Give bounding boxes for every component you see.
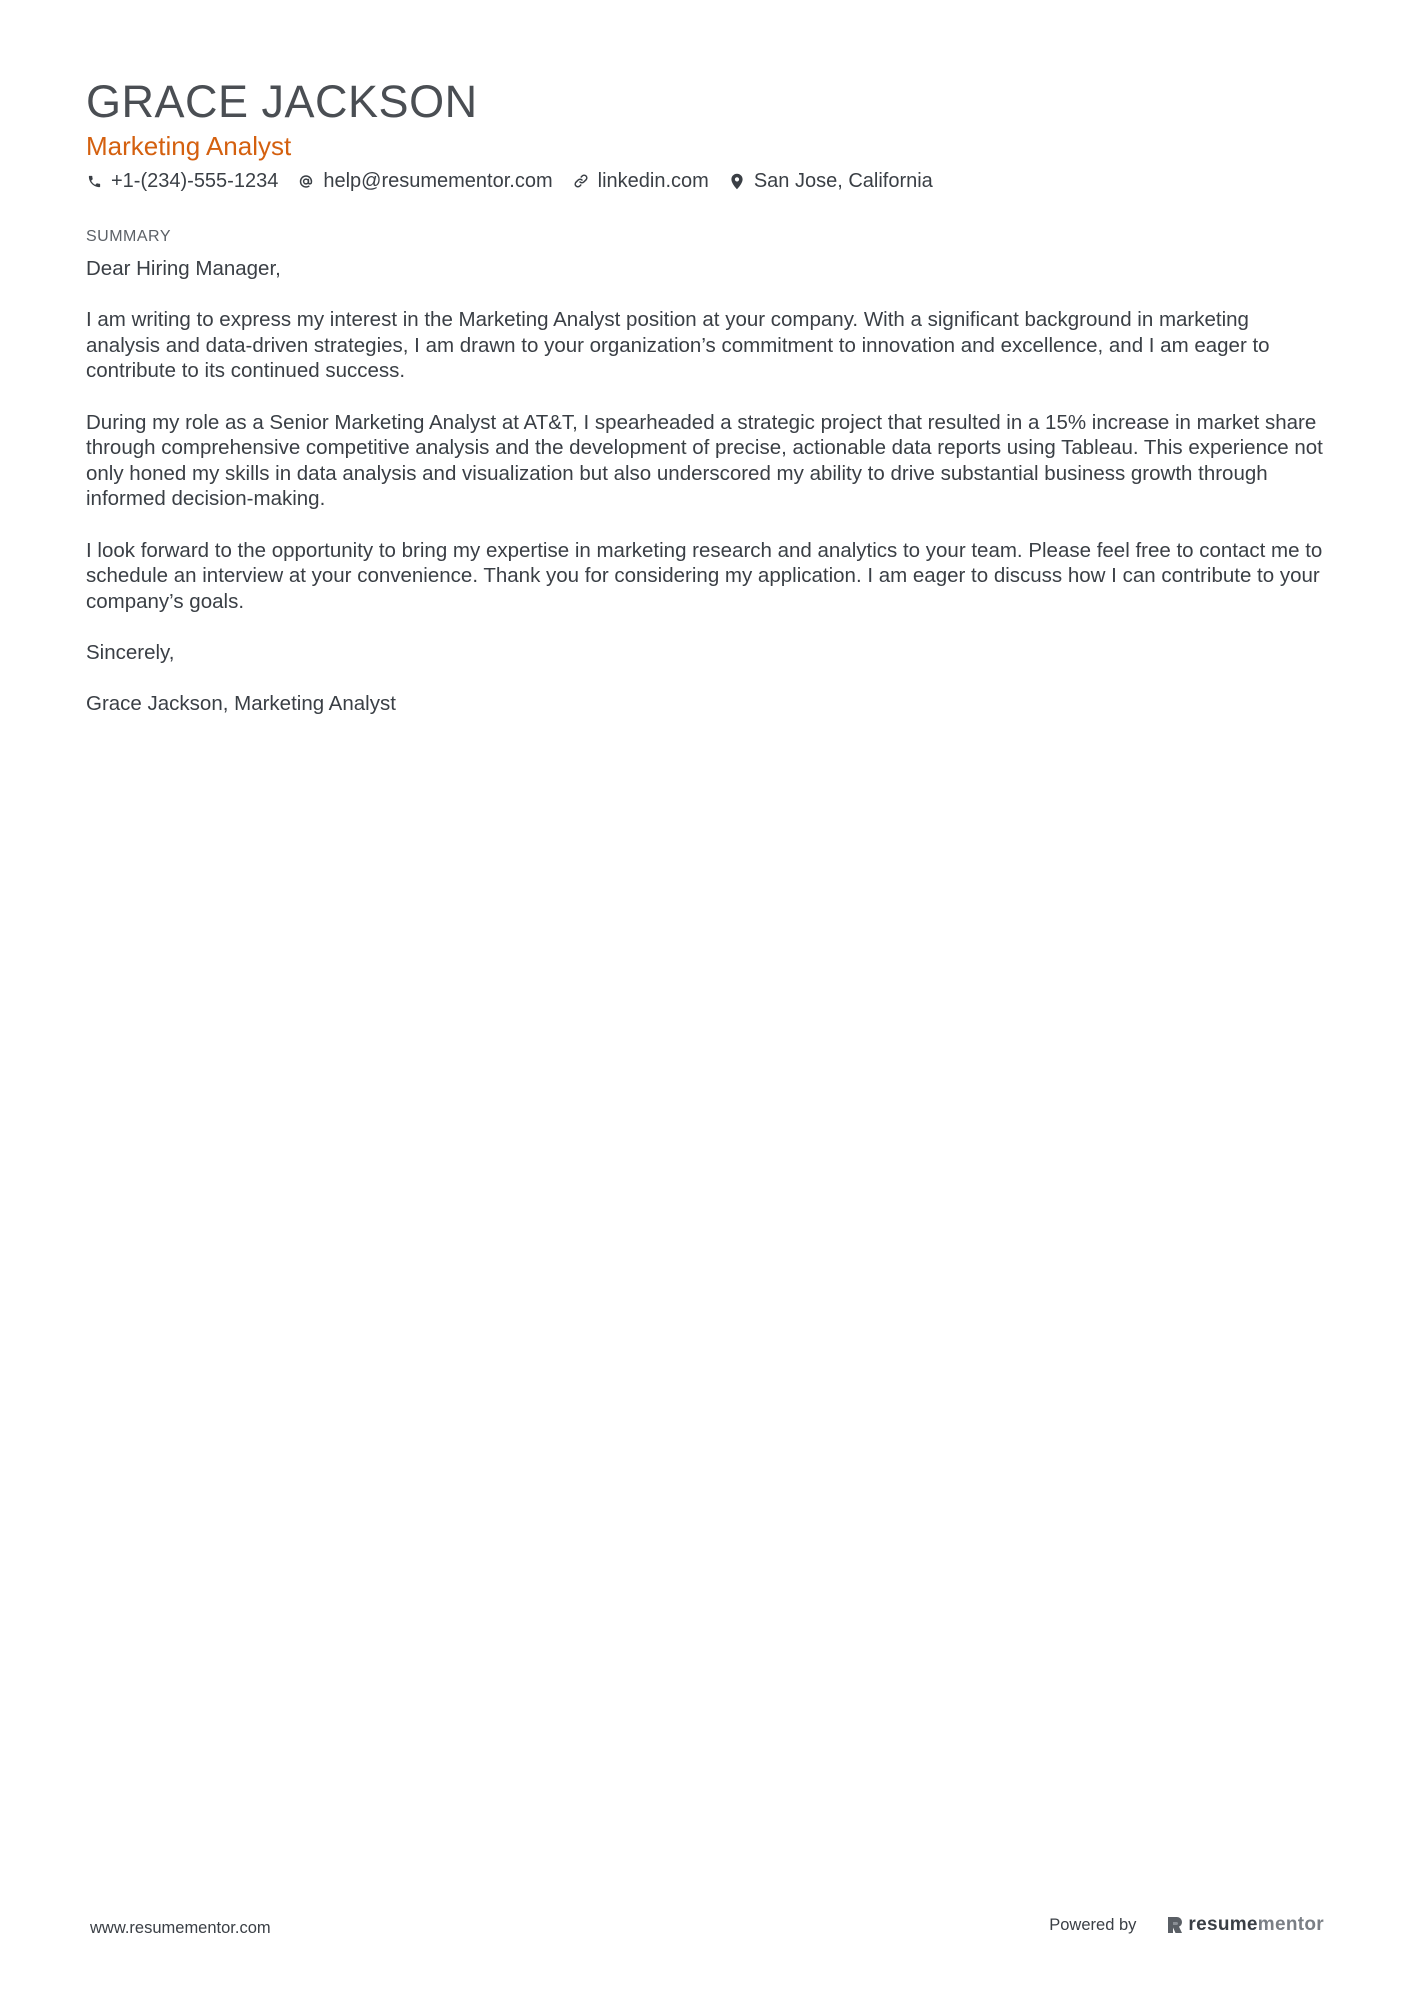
letter-signature: Grace Jackson, Marketing Analyst (86, 692, 396, 716)
cover-letter (86, 76, 1326, 742)
link-icon (573, 173, 589, 189)
contact-row (86, 168, 1326, 194)
phone-icon (86, 173, 102, 189)
logo-wordmark (1188, 1914, 1324, 1936)
section-heading-summary: SUMMARY (86, 228, 171, 245)
letter-paragraph: During my role as a Senior Marketing Analyst at AT&T, I spearheaded a strategic project that resulted in a 15% increase in market share through comprehensive competitive analysis and the development of precise, actionable data reports using Tableau. This experience not only honed my skills in data analysis and visualization but also underscored my ability to drive substantial business growth through informed decision-making. (86, 410, 1323, 511)
powered-by-text: Powered by (1049, 1915, 1137, 1934)
footer-branding (1049, 1914, 1324, 1936)
footer-website[interactable]: www.resumementor.com (90, 1919, 271, 1937)
resumementor-logo[interactable] (1166, 1914, 1324, 1936)
link-text[interactable]: linkedin.com (597, 170, 709, 192)
letter-greeting: Dear Hiring Manager, (86, 257, 281, 280)
logo-word-mentor: mentor (1257, 1914, 1324, 1935)
location-pin-icon (729, 173, 745, 189)
candidate-name: GRACE JACKSON (86, 76, 478, 127)
contact-link[interactable] (573, 168, 709, 194)
contact-email[interactable] (298, 168, 552, 194)
letter-paragraph: I am writing to express my interest in the Marketing Analyst position at your company. With a significant background in marketing analysis and data-driven strategies, I am drawn to your organization’s commitment to innovation and excellence, and I am eager to contribute to its continued success. (86, 308, 1270, 383)
logo-word-resume: resume (1188, 1914, 1258, 1935)
resumementor-logo-icon (1166, 1915, 1184, 1935)
contact-phone (86, 168, 278, 194)
letter-paragraph: I look forward to the opportunity to bring my expertise in marketing research and analytics to your team. Please feel free to contact me to schedule an interview at your convenience. Thank you for considering my application. I am eager to discuss how I can contribute to your company’s goals. (86, 538, 1323, 613)
candidate-role: Marketing Analyst (86, 131, 292, 161)
phone-text: +1-(234)-555-1234 (111, 170, 279, 192)
letter-closing: Sincerely, (86, 640, 175, 664)
letter-body (86, 256, 1326, 717)
location-text: San Jose, California (753, 170, 933, 192)
at-icon (298, 173, 314, 189)
email-text[interactable]: help@resumementor.com (323, 170, 553, 192)
contact-location (729, 168, 933, 194)
